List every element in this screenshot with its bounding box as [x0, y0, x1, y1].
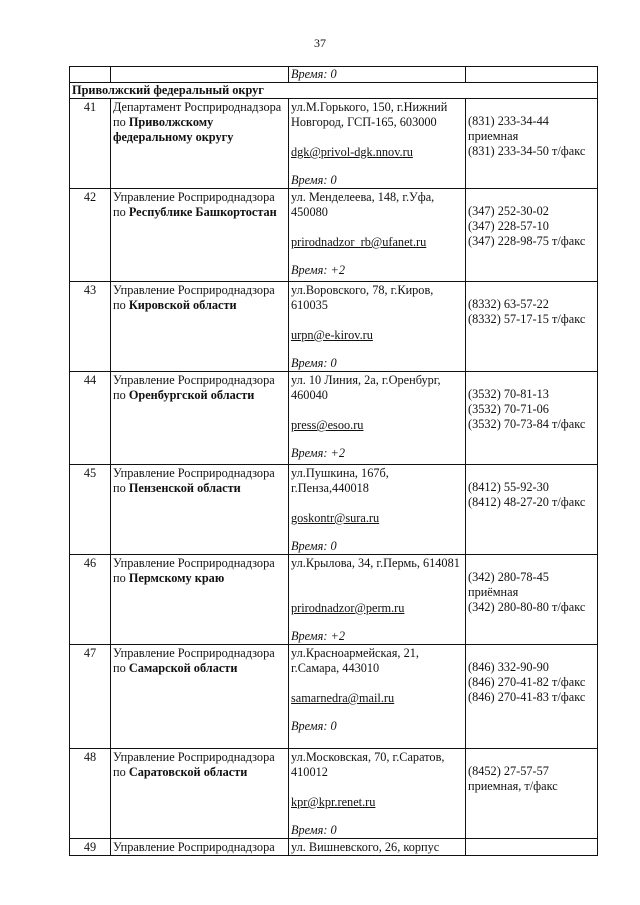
table-row-top: [70, 67, 598, 83]
agency-region: Саратовской области: [128, 765, 248, 779]
phone-line: (831) 233-34-50 т/факс: [468, 144, 586, 158]
agency-name-cell: [111, 189, 289, 282]
time-zone-label: Время: +2: [291, 263, 345, 277]
agency-name-cell: [111, 645, 289, 749]
phone-line: (846) 332-90-90: [468, 660, 549, 674]
agency-region: Приволжскому федеральному округу: [113, 115, 234, 144]
table-row: [70, 282, 598, 372]
phone-line: (342) 280-78-45: [468, 570, 549, 584]
table-row: [70, 749, 598, 839]
phone-line: (846) 270-41-82 т/факс: [468, 675, 586, 689]
agency-region: Оренбургской области: [128, 388, 255, 402]
table-row: [70, 645, 598, 749]
time-zone-label: Время: +2: [291, 446, 345, 460]
agency-name: Управление Росприроднадзора по: [113, 556, 275, 585]
time-zone-label: Время: 0: [291, 356, 337, 370]
address-text: ул. Менделеева, 148, г.Уфа, 450080: [291, 190, 435, 219]
email-link[interactable]: goskontr@sura.ru: [291, 511, 380, 525]
agency-name: Управление Росприроднадзора по: [113, 750, 275, 779]
agency-name-cell: [111, 372, 289, 465]
email-link[interactable]: prirodnadzor_rb@ufanet.ru: [291, 235, 427, 249]
phone-cell: [466, 749, 598, 839]
row-number: 41: [70, 99, 111, 189]
phone-cell: [466, 839, 598, 856]
time-zone-label: Время: 0: [291, 539, 337, 553]
row-number: 46: [70, 555, 111, 645]
agency-region: Кировской области: [128, 298, 237, 312]
agency-name-cell: [111, 465, 289, 555]
agency-name: Департамент Росприроднадзора по: [113, 100, 282, 129]
phone-line: (347) 252-30-02: [468, 204, 549, 218]
agency-name-cell: [111, 749, 289, 839]
time-zone-label: Время: +2: [291, 629, 345, 643]
phone-cell: [466, 372, 598, 465]
address-cell: [289, 465, 466, 555]
phone-line: (8332) 57-17-15 т/факс: [468, 312, 586, 326]
row-number: 44: [70, 372, 111, 465]
row-number: 45: [70, 465, 111, 555]
email-link[interactable]: samarnedra@mail.ru: [291, 691, 395, 705]
table-row: [70, 189, 598, 282]
address-cell: [289, 749, 466, 839]
address-cell: [289, 189, 466, 282]
address-text: ул.Пушкина, 167б, г.Пенза,440018: [291, 466, 389, 495]
agency-region: Пермскому краю: [128, 571, 225, 585]
address-cell: [289, 555, 466, 645]
phone-cell: [466, 282, 598, 372]
phone-line: (8452) 27-57-57: [468, 764, 549, 778]
agency-name: Управление Росприроднадзора: [111, 839, 289, 856]
row-number: 42: [70, 189, 111, 282]
agency-region: Пензенской области: [128, 481, 241, 495]
email-link[interactable]: press@esoo.ru: [291, 418, 364, 432]
address-cell: [289, 372, 466, 465]
time-zone-label: Время: 0: [291, 173, 337, 187]
address-text: ул.Московская, 70, г.Саратов, 410012: [291, 750, 445, 779]
phone-line: (347) 228-98-75 т/факс: [468, 234, 586, 248]
phone-cell: [466, 555, 598, 645]
table-row: [70, 372, 598, 465]
district-header-row: [70, 83, 598, 99]
email-link[interactable]: dgk@privol-dgk.nnov.ru: [291, 145, 413, 159]
email-link[interactable]: kpr@kpr.renet.ru: [291, 795, 376, 809]
time-zone-label: Время: 0: [291, 823, 337, 837]
agency-name: Управление Росприроднадзора по: [113, 190, 275, 219]
time-zone-label: Время: 0: [291, 67, 337, 81]
phone-line: (8412) 48-27-20 т/факс: [468, 495, 586, 509]
address-text: ул.М.Горького, 150, г.Нижний Новгород, ГСП-165, 603000: [291, 100, 448, 129]
address-text: ул.Красноармейская, 21, г.Самара, 443010: [291, 646, 419, 675]
agency-region: Республике Башкортостан: [128, 205, 277, 219]
phone-cell: [466, 465, 598, 555]
agency-name: Управление Росприроднадзора по: [113, 373, 275, 402]
email-link[interactable]: prirodnadzor@perm.ru: [291, 601, 405, 615]
address-text: ул. 10 Линия, 2а, г.Оренбург, 460040: [291, 373, 441, 402]
phone-line: приёмная: [468, 585, 519, 599]
district-title: Приволжский федеральный округ: [70, 83, 598, 99]
agency-name-cell: [111, 555, 289, 645]
agency-name: Управление Росприроднадзора по: [113, 283, 275, 312]
phone-line: (3532) 70-81-13: [468, 387, 549, 401]
table-row: [70, 99, 598, 189]
address-text: ул. Вишневского, 26, корпус: [289, 839, 466, 856]
agency-table: [69, 66, 598, 856]
email-link[interactable]: urpn@e-kirov.ru: [291, 328, 373, 342]
row-number: 43: [70, 282, 111, 372]
agency-name: Управление Росприроднадзора по: [113, 466, 275, 495]
phone-line: приемная, т/факс: [468, 779, 558, 793]
phone-line: (347) 228-57-10: [468, 219, 549, 233]
row-number: 47: [70, 645, 111, 749]
time-zone-label: Время: 0: [291, 719, 337, 733]
phone-line: (3532) 70-73-84 т/факс: [468, 417, 586, 431]
phone-cell: [466, 645, 598, 749]
phone-line: (8412) 55-92-30: [468, 480, 549, 494]
agency-name: Управление Росприроднадзора по: [113, 646, 275, 675]
agency-region: Самарской области: [128, 661, 238, 675]
agency-name-cell: [111, 99, 289, 189]
phone-line: (3532) 70-71-06: [468, 402, 549, 416]
table-row: [70, 555, 598, 645]
address-cell: [289, 282, 466, 372]
address-text: ул.Крылова, 34, г.Пермь, 614081: [291, 556, 460, 570]
phone-line: (831) 233-34-44: [468, 114, 549, 128]
address-text: ул.Воровского, 78, г.Киров, 610035: [291, 283, 434, 312]
phone-line: приемная: [468, 129, 519, 143]
phone-line: (342) 280-80-80 т/факс: [468, 600, 586, 614]
row-number: 49: [70, 839, 111, 856]
page-number: 37: [314, 36, 326, 50]
address-cell: [289, 99, 466, 189]
table-row: [70, 465, 598, 555]
phone-cell: [466, 189, 598, 282]
phone-cell: [466, 99, 598, 189]
phone-line: (8332) 63-57-22: [468, 297, 549, 311]
address-cell: [289, 645, 466, 749]
phone-line: (846) 270-41-83 т/факс: [468, 690, 586, 704]
table-row: [70, 839, 598, 856]
agency-name-cell: [111, 282, 289, 372]
row-number: 48: [70, 749, 111, 839]
